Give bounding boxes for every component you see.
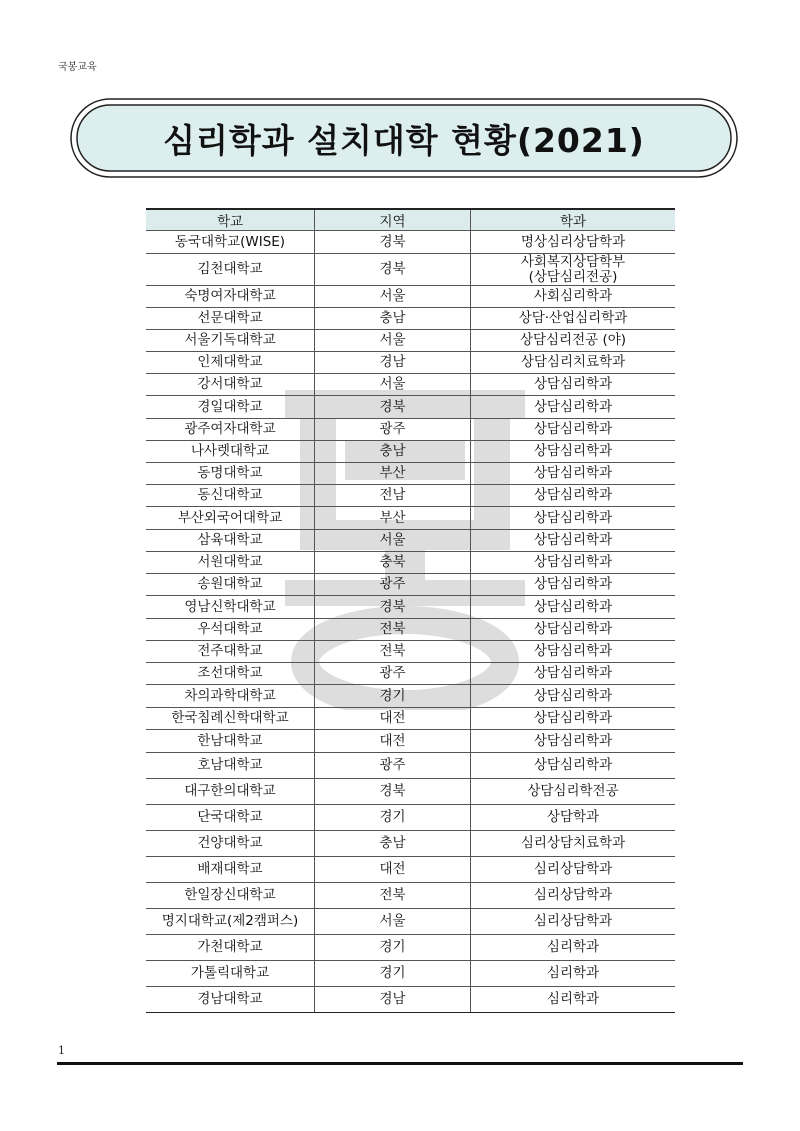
page-title: 심리학과 설치대학 현황(2021) bbox=[163, 120, 645, 160]
school-cell: 서원대학교 bbox=[146, 552, 315, 574]
table-row bbox=[146, 831, 675, 857]
region-cell: 충남 bbox=[315, 441, 471, 463]
table-row bbox=[146, 530, 675, 552]
region-cell: 서울 bbox=[315, 286, 471, 308]
school-cell: 한남대학교 bbox=[146, 730, 315, 753]
region-cell: 경북 bbox=[315, 231, 471, 254]
region-cell: 경북 bbox=[315, 254, 471, 286]
table-row bbox=[146, 663, 675, 685]
table-row bbox=[146, 352, 675, 374]
schools-table bbox=[146, 208, 675, 1013]
table-row bbox=[146, 286, 675, 308]
table-row bbox=[146, 961, 675, 987]
region-cell: 경남 bbox=[315, 987, 471, 1013]
region-cell: 광주 bbox=[315, 419, 471, 441]
table-row bbox=[146, 909, 675, 935]
table-row bbox=[146, 574, 675, 596]
header-text: 국봉교육 bbox=[58, 62, 97, 73]
table-row bbox=[146, 987, 675, 1013]
region-cell: 광주 bbox=[315, 663, 471, 685]
department-cell: 상담심리학전공 bbox=[471, 779, 676, 805]
table-row bbox=[146, 463, 675, 485]
footer-rule bbox=[57, 1062, 743, 1065]
department-cell: 상담심리학과 bbox=[471, 619, 676, 641]
school-cell: 송원대학교 bbox=[146, 574, 315, 596]
department-cell: 상담심리학과 bbox=[471, 708, 676, 730]
table-row bbox=[146, 641, 675, 663]
school-cell: 나사렛대학교 bbox=[146, 441, 315, 463]
school-cell: 삼육대학교 bbox=[146, 530, 315, 552]
region-cell: 대전 bbox=[315, 708, 471, 730]
region-cell: 대전 bbox=[315, 730, 471, 753]
region-cell: 서울 bbox=[315, 374, 471, 396]
school-cell: 건양대학교 bbox=[146, 831, 315, 857]
department-cell: 상담심리학과 bbox=[471, 485, 676, 507]
region-cell: 경북 bbox=[315, 596, 471, 619]
table-row bbox=[146, 805, 675, 831]
school-cell: 경남대학교 bbox=[146, 987, 315, 1013]
school-cell: 배재대학교 bbox=[146, 857, 315, 883]
table-row bbox=[146, 779, 675, 805]
table-row bbox=[146, 883, 675, 909]
region-cell: 경기 bbox=[315, 935, 471, 961]
table-row bbox=[146, 753, 675, 779]
department-cell: 상담심리학과 bbox=[471, 641, 676, 663]
school-cell: 광주여자대학교 bbox=[146, 419, 315, 441]
table-row bbox=[146, 396, 675, 419]
school-cell: 선문대학교 bbox=[146, 308, 315, 330]
school-cell: 강서대학교 bbox=[146, 374, 315, 396]
region-cell: 전북 bbox=[315, 619, 471, 641]
department-cell: 상담심리학과 bbox=[471, 730, 676, 753]
region-cell: 경북 bbox=[315, 396, 471, 419]
department-cell: 상담심리전공 (야) bbox=[471, 330, 676, 352]
department-cell: 심리상담학과 bbox=[471, 857, 676, 883]
region-cell: 경북 bbox=[315, 779, 471, 805]
table-body bbox=[146, 231, 675, 1013]
department-cell: 상담심리학과 bbox=[471, 574, 676, 596]
table-row bbox=[146, 374, 675, 396]
table-row bbox=[146, 507, 675, 530]
department-cell: 상담심리학과 bbox=[471, 374, 676, 396]
school-cell: 동명대학교 bbox=[146, 463, 315, 485]
department-cell: 상담심리학과 bbox=[471, 463, 676, 485]
region-cell: 경기 bbox=[315, 685, 471, 708]
school-cell: 김천대학교 bbox=[146, 254, 315, 286]
department-cell: 심리학과 bbox=[471, 935, 676, 961]
region-cell: 부산 bbox=[315, 463, 471, 485]
region-cell: 부산 bbox=[315, 507, 471, 530]
school-cell: 대구한의대학교 bbox=[146, 779, 315, 805]
department-cell: 심리상담학과 bbox=[471, 909, 676, 935]
region-cell: 경기 bbox=[315, 805, 471, 831]
school-cell: 부산외국어대학교 bbox=[146, 507, 315, 530]
school-cell: 조선대학교 bbox=[146, 663, 315, 685]
table-row bbox=[146, 708, 675, 730]
department-cell: 상담심리학과 bbox=[471, 753, 676, 779]
region-cell: 서울 bbox=[315, 530, 471, 552]
department-cell: 심리상담치료학과 bbox=[471, 831, 676, 857]
school-cell: 전주대학교 bbox=[146, 641, 315, 663]
department-cell: 상담심리학과 bbox=[471, 419, 676, 441]
school-cell: 서울기독대학교 bbox=[146, 330, 315, 352]
school-cell: 한국침례신학대학교 bbox=[146, 708, 315, 730]
school-cell: 한일장신대학교 bbox=[146, 883, 315, 909]
region-cell: 서울 bbox=[315, 909, 471, 935]
department-cell: 심리학과 bbox=[471, 987, 676, 1013]
department-cell: 상담심리학과 bbox=[471, 441, 676, 463]
title-banner bbox=[70, 98, 738, 178]
region-cell: 대전 bbox=[315, 857, 471, 883]
school-cell: 우석대학교 bbox=[146, 619, 315, 641]
department-cell: 상담심리학과 bbox=[471, 552, 676, 574]
school-cell: 단국대학교 bbox=[146, 805, 315, 831]
region-cell: 전북 bbox=[315, 641, 471, 663]
department-cell: 사회심리학과 bbox=[471, 286, 676, 308]
table-row bbox=[146, 685, 675, 708]
department-cell: 상담심리학과 bbox=[471, 396, 676, 419]
school-cell: 숙명여자대학교 bbox=[146, 286, 315, 308]
school-cell: 가천대학교 bbox=[146, 935, 315, 961]
region-cell: 충남 bbox=[315, 831, 471, 857]
table-row bbox=[146, 857, 675, 883]
table-row bbox=[146, 552, 675, 574]
table-row bbox=[146, 730, 675, 753]
region-cell: 전남 bbox=[315, 485, 471, 507]
department-cell: 사회복지상담학부 (상담심리전공) bbox=[471, 254, 676, 286]
table-header-row bbox=[146, 209, 675, 231]
department-cell: 심리상담학과 bbox=[471, 883, 676, 909]
table-row bbox=[146, 308, 675, 330]
region-cell: 경남 bbox=[315, 352, 471, 374]
table-row bbox=[146, 231, 675, 254]
page-number: 1 bbox=[58, 1044, 65, 1057]
region-cell: 광주 bbox=[315, 574, 471, 596]
table-row bbox=[146, 596, 675, 619]
table-row bbox=[146, 485, 675, 507]
school-cell: 동신대학교 bbox=[146, 485, 315, 507]
region-cell: 충남 bbox=[315, 308, 471, 330]
department-cell: 상담심리학과 bbox=[471, 507, 676, 530]
region-cell: 충북 bbox=[315, 552, 471, 574]
department-cell: 명상심리상담학과 bbox=[471, 231, 676, 254]
school-cell: 인제대학교 bbox=[146, 352, 315, 374]
school-cell: 가톨릭대학교 bbox=[146, 961, 315, 987]
department-cell: 상담심리학과 bbox=[471, 685, 676, 708]
table-row bbox=[146, 419, 675, 441]
column-header-school: 학교 bbox=[146, 209, 315, 231]
region-cell: 경기 bbox=[315, 961, 471, 987]
school-cell: 차의과학대학교 bbox=[146, 685, 315, 708]
table-row bbox=[146, 935, 675, 961]
table-row bbox=[146, 254, 675, 286]
table-row bbox=[146, 330, 675, 352]
department-cell: 상담심리학과 bbox=[471, 530, 676, 552]
region-cell: 전북 bbox=[315, 883, 471, 909]
region-cell: 광주 bbox=[315, 753, 471, 779]
school-cell: 영남신학대학교 bbox=[146, 596, 315, 619]
table-row bbox=[146, 619, 675, 641]
school-cell: 경일대학교 bbox=[146, 396, 315, 419]
column-header-region: 지역 bbox=[315, 209, 471, 231]
department-cell: 상담심리학과 bbox=[471, 663, 676, 685]
department-cell: 심리학과 bbox=[471, 961, 676, 987]
school-cell: 호남대학교 bbox=[146, 753, 315, 779]
department-cell: 상담심리치료학과 bbox=[471, 352, 676, 374]
region-cell: 서울 bbox=[315, 330, 471, 352]
department-cell: 상담·산업심리학과 bbox=[471, 308, 676, 330]
school-cell: 동국대학교(WISE) bbox=[146, 231, 315, 254]
table-row bbox=[146, 441, 675, 463]
school-cell: 명지대학교(제2캠퍼스) bbox=[146, 909, 315, 935]
department-cell: 상담학과 bbox=[471, 805, 676, 831]
department-cell: 상담심리학과 bbox=[471, 596, 676, 619]
column-header-department: 학과 bbox=[471, 209, 676, 231]
